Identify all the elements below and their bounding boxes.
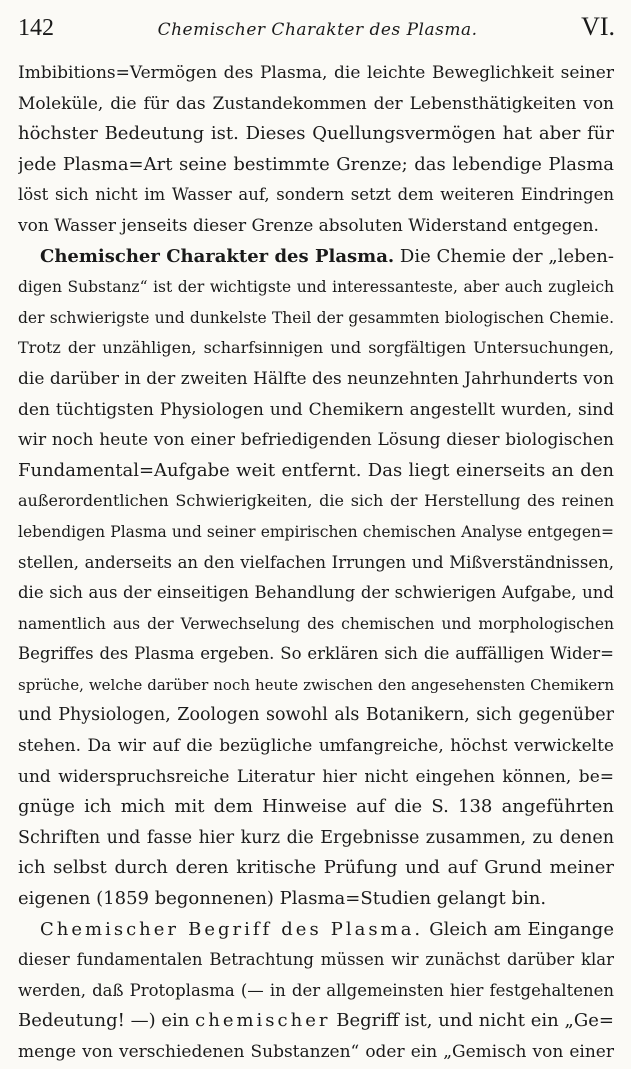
text-span: Bedeutung! —) ein — [18, 1010, 190, 1032]
text-line: von Wasser jenseits dieser Grenze absoluten Widerstand entgegen. — [18, 215, 599, 236]
text-line: stehen. Da wir auf die bezügliche umfangreiche, höchst verwickelte — [18, 736, 614, 757]
emphasis-span: chemischer — [195, 1010, 331, 1032]
section-heading-line — [18, 915, 614, 946]
text-line: löst sich nicht im Wasser auf, sondern setzt dem weiteren Eindringen — [18, 185, 614, 205]
chapter-number: VI. — [581, 12, 615, 41]
text-line: Schriften und fasse hier kurz die Ergebnisse zusammen, zu denen — [18, 827, 614, 848]
text-line: digen Substanz“ ist der wichtigste und interessanteste, aber auch zugleich — [18, 278, 614, 297]
text-line: gnüge ich mich mit dem Hinweise auf die S. 138 angeführten — [18, 796, 614, 818]
section-heading-line — [18, 242, 614, 273]
text-line — [18, 1006, 614, 1037]
text-line: lebendigen Plasma und seiner empirischen chemischen Analyse entgegen= — [18, 522, 614, 541]
text-line: sprüche, welche darüber noch heute zwischen den angesehensten Chemikern — [18, 675, 614, 694]
text-line: Fundamental=Aufgabe weit entfernt. Das liegt einerseits an den — [18, 459, 614, 481]
section-heading: Chemischer Charakter des Plasma. — [40, 245, 395, 267]
text-span: Gleich am Eingange — [429, 918, 614, 940]
text-span: Die Chemie der „leben- — [399, 245, 614, 267]
text-line: der schwierigste und dunkelste Theil der gesammten biologischen Chemie. — [18, 308, 614, 327]
text-line: jede Plasma=Art seine bestimmte Grenze; das lebendige Plasma — [18, 153, 614, 175]
running-title: Chemischer Charakter des Plasma. — [157, 20, 478, 40]
text-line: außerordentlichen Schwierigkeiten, die sich der Herstellung des reinen — [18, 491, 614, 511]
text-line: Begriffes des Plasma ergeben. So erklären sich die auffälligen Wider= — [18, 644, 614, 664]
body-text — [18, 58, 614, 1068]
text-line: dieser fundamentalen Betrachtung müssen wir zunächst darüber klar — [18, 950, 614, 970]
page-header — [18, 12, 615, 42]
text-line: wir noch heute von einer befriedigenden Lösung dieser biologischen — [18, 430, 614, 451]
text-span: Begriff ist, und nicht ein „Ge= — [336, 1010, 614, 1032]
text-line: eigenen (1859 begonnenen) Plasma=Studien gelangt bin. — [18, 888, 547, 910]
text-line: namentlich aus der Verwechselung des chemischen und morphologischen — [18, 614, 614, 633]
text-line: ich selbst durch deren kritische Prüfung und auf Grund meiner — [18, 857, 614, 879]
text-line: Moleküle, die für das Zustandekommen der Lebensthätigkeiten von — [18, 93, 614, 114]
text-line: Trotz der unzähligen, scharfsinnigen und sorgfältigen Untersuchungen, — [18, 338, 614, 358]
text-line: stellen, anderseits an den vielfachen Irrungen und Mißverständnissen, — [18, 552, 614, 572]
text-line: und Physiologen, Zoologen sowohl als Botanikern, sich gegenüber — [18, 705, 614, 726]
text-line: die sich aus der einseitigen Behandlung der schwierigen Aufgabe, und — [18, 583, 614, 603]
text-line: die darüber in der zweiten Hälfte des neunzehnten Jahrhunderts von — [18, 368, 614, 389]
text-line: höchster Bedeutung ist. Dieses Quellungsvermögen hat aber für — [18, 123, 614, 145]
text-line: werden, daß Protoplasma (— in der allgemeinsten hier festgehaltenen — [18, 980, 614, 1000]
page-number: 142 — [18, 15, 54, 41]
text-line: menge von verschiedenen Substanzen“ oder ein „Gemisch von einer — [18, 1042, 614, 1062]
spaced-heading: Chemischer Begriff des Plasma. — [40, 918, 424, 940]
text-line: Imbibitions=Vermögen des Plasma, die leichte Beweglichkeit seiner — [18, 63, 614, 83]
text-line: den tüchtigsten Physiologen und Chemikern angestellt wurden, sind — [18, 399, 614, 420]
text-line: und widerspruchsreiche Literatur hier nicht eingehen können, be= — [18, 766, 614, 787]
